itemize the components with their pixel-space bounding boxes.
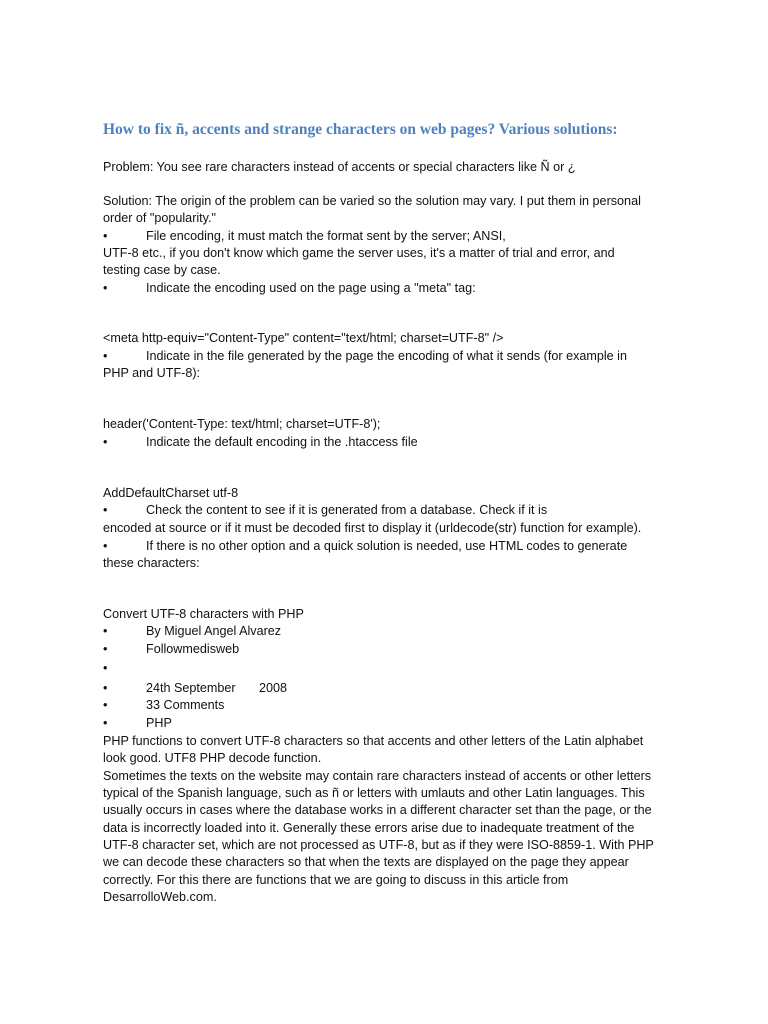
paragraph-line: typical of the Spanish language, such as ñ or letters with umlauts and other Latin languages. This <box>103 786 645 800</box>
paragraph-line: PHP functions to convert UTF-8 characters so that accents and other letters of the Latin alphabet <box>103 734 644 748</box>
year-text: 2008 <box>259 681 288 695</box>
section-heading: Convert UTF-8 characters with PHP <box>103 607 304 621</box>
paragraph-line: Sometimes the texts on the website may contain rare characters instead of accents or other letters <box>103 769 652 783</box>
list-item-continuation: testing case by case. <box>103 263 221 277</box>
paragraph-line: usually occurs in cases where the database works in a different character set than the page, or the <box>103 803 652 817</box>
list-item-text: Indicate the encoding used on the page using a "meta" tag: <box>146 281 476 295</box>
list-item-continuation: encoded at source or if it must be decoded first to display it (urldecode(str) function for example). <box>103 521 642 535</box>
list-item-text: File encoding, it must match the format sent by the server; ANSI, <box>146 229 506 243</box>
bullet-icon: • <box>103 698 108 712</box>
bullet-icon: • <box>103 539 108 553</box>
list-item-text: Indicate the default encoding in the .htaccess file <box>146 435 418 449</box>
list-item-text: Check the content to see if it is generated from a database. Check if it is <box>146 503 548 517</box>
bullet-icon: • <box>103 681 108 695</box>
bullet-icon: • <box>103 349 108 363</box>
paragraph-line: UTF-8 character set, which are not processed as UTF-8, but as if they were ISO-8859-1. With PHP <box>103 838 654 852</box>
code-meta: <meta http-equiv="Content-Type" content="text/html; charset=UTF-8" /> <box>103 331 504 345</box>
paragraph-line: look good. UTF8 PHP decode function. <box>103 751 322 765</box>
bullet-icon: • <box>103 624 108 638</box>
bullet-icon: • <box>103 503 108 517</box>
comments-count: 33 Comments <box>146 698 225 712</box>
list-item-text: If there is no other option and a quick solution is needed, use HTML codes to generate <box>146 539 628 553</box>
bullet-icon: • <box>103 642 108 656</box>
paragraph-line: data is incorrectly loaded into it. Generally these errors arise due to inadequate treatment of the <box>103 821 635 835</box>
bullet-icon: • <box>103 661 108 675</box>
list-item-text: Indicate in the file generated by the page the encoding of what it sends (for example in <box>146 349 627 363</box>
author-name: By Miguel Angel Alvarez <box>146 624 282 638</box>
problem-text: Problem: You see rare characters instead of accents or special characters like Ñ or ¿ <box>103 160 576 174</box>
solution-text-line1: Solution: The origin of the problem can be varied so the solution may vary. I put them in personal <box>103 194 641 208</box>
bullet-icon: • <box>103 281 108 295</box>
list-item-continuation: PHP and UTF-8): <box>103 366 201 380</box>
paragraph-line: DesarrolloWeb.com. <box>103 890 217 904</box>
paragraph-line: we can decode these characters so that when the texts are displayed on the page they appear <box>103 855 629 869</box>
list-item-continuation: UTF-8 etc., if you don't know which game the server uses, it's a matter of trial and error, and <box>103 246 615 260</box>
follow-text: Followmedisweb <box>146 642 240 656</box>
code-header: header('Content-Type: text/html; charset=UTF-8'); <box>103 417 381 431</box>
paragraph-line: correctly. For this there are functions that we are going to discuss in this article from <box>103 873 569 887</box>
bullet-icon: • <box>103 435 108 449</box>
bullet-icon: • <box>103 716 108 730</box>
solution-text-line2: order of "popularity." <box>103 211 217 225</box>
code-htaccess: AddDefaultCharset utf-8 <box>103 486 239 500</box>
tag-text: PHP <box>146 716 172 730</box>
list-item-continuation: these characters: <box>103 556 200 570</box>
page-title: How to fix ñ, accents and strange characters on web pages? Various solutions: <box>103 121 618 138</box>
date-text: 24th September <box>146 681 236 695</box>
bullet-icon: • <box>103 229 108 243</box>
